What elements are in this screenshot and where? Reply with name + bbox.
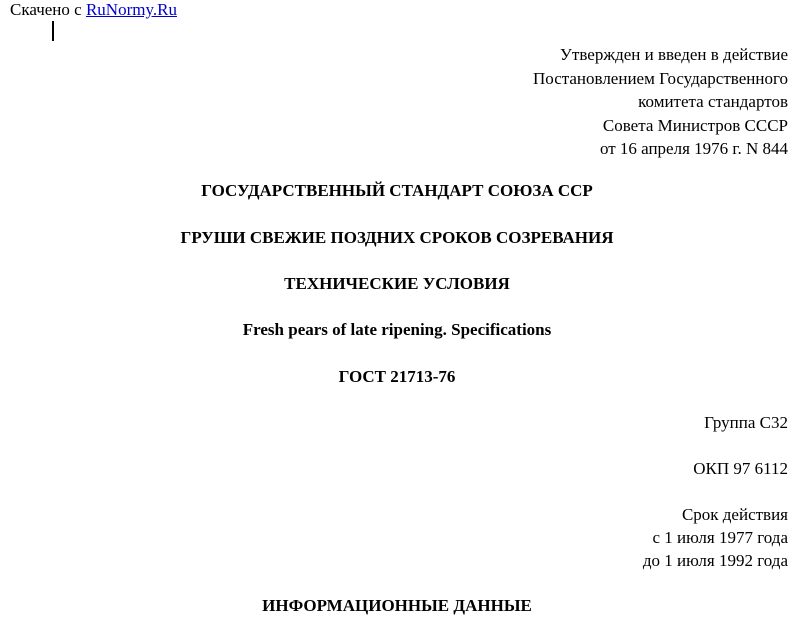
validity-from: с 1 июля 1977 года (652, 528, 788, 547)
approval-line: Постановлением Государственного (533, 68, 788, 88)
source-prefix: Скачено с (10, 0, 86, 19)
approval-line: Утвержден и введен в действие (559, 45, 788, 64)
validity-to: до 1 июля 1992 года (642, 551, 788, 570)
document-subtitle: ТЕХНИЧЕСКИЕ УСЛОВИЯ (284, 274, 510, 293)
info-data-heading: ИНФОРМАЦИОННЫЕ ДАННЫЕ (262, 596, 532, 615)
state-standard-heading: ГОСУДАРСТВЕННЫЙ СТАНДАРТ СОЮЗА ССР (201, 181, 593, 200)
approval-line: от 16 апреля 1976 г. N 844 (599, 139, 788, 158)
approval-block (533, 43, 788, 161)
source-link[interactable]: RuNormy.Ru (85, 0, 177, 19)
document-title: ГРУШИ СВЕЖИЕ ПОЗДНИХ СРОКОВ СОЗРЕВАНИЯ (180, 228, 614, 247)
source-line (10, 0, 177, 20)
english-title: Fresh pears of late ripening. Specifications (242, 320, 552, 339)
gost-number: ГОСТ 21713-76 (338, 367, 456, 386)
group-code: Группа С32 (704, 413, 788, 432)
approval-line: комитета стандартов (638, 92, 788, 111)
approval-line: Совета Министров СССР (602, 115, 788, 135)
text-caret (52, 21, 54, 41)
validity-block (643, 503, 788, 572)
okp-code: ОКП 97 6112 (693, 459, 788, 478)
validity-label: Срок действия (681, 505, 788, 524)
